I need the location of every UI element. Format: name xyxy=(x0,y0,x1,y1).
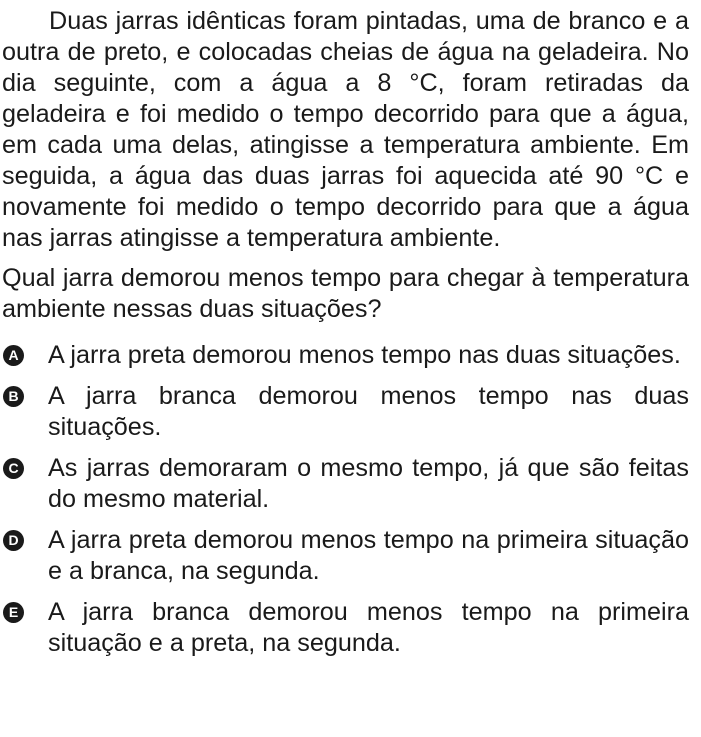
question-prompt: Qual jarra demorou menos tempo para chegar à temperatura ambiente nessas duas situações? xyxy=(2,264,689,323)
option-c-badge: C xyxy=(3,458,24,479)
option-b-text: A jarra branca demorou menos tempo nas duas situações. xyxy=(48,382,689,441)
option-b[interactable] xyxy=(2,381,689,443)
option-a-text: A jarra preta demorou menos tempo nas duas situações. xyxy=(48,341,681,369)
option-e[interactable] xyxy=(2,597,689,659)
option-d-badge: D xyxy=(3,530,24,551)
question-stem: Duas jarras idênticas foram pintadas, uma de branco e a outra de preto, e colocadas cheias de água na geladeira. No dia seguinte, com a água a 8 °C, foram retiradas da geladeira e foi medido o tempo decorrido para que a água, em cada uma delas, atingisse a temperatura ambiente. Em seguida, a água das duas jarras foi aquecida até 90 °C e novamente foi medido o tempo decorrido para que a água nas jarras atingisse a temperatura ambiente. xyxy=(2,7,689,252)
option-c-text: As jarras demoraram o mesmo tempo, já que são feitas do mesmo material. xyxy=(48,454,689,513)
option-d[interactable] xyxy=(2,525,689,587)
answer-options xyxy=(2,340,689,659)
option-e-text: A jarra branca demorou menos tempo na primeira situação e a preta, na segunda. xyxy=(48,598,689,657)
option-b-badge: B xyxy=(3,386,24,407)
option-a[interactable] xyxy=(2,340,689,371)
option-d-text: A jarra preta demorou menos tempo na primeira situação e a branca, na segunda. xyxy=(48,526,689,585)
option-e-badge: E xyxy=(3,602,24,623)
option-a-badge: A xyxy=(3,345,24,366)
option-c[interactable] xyxy=(2,453,689,515)
